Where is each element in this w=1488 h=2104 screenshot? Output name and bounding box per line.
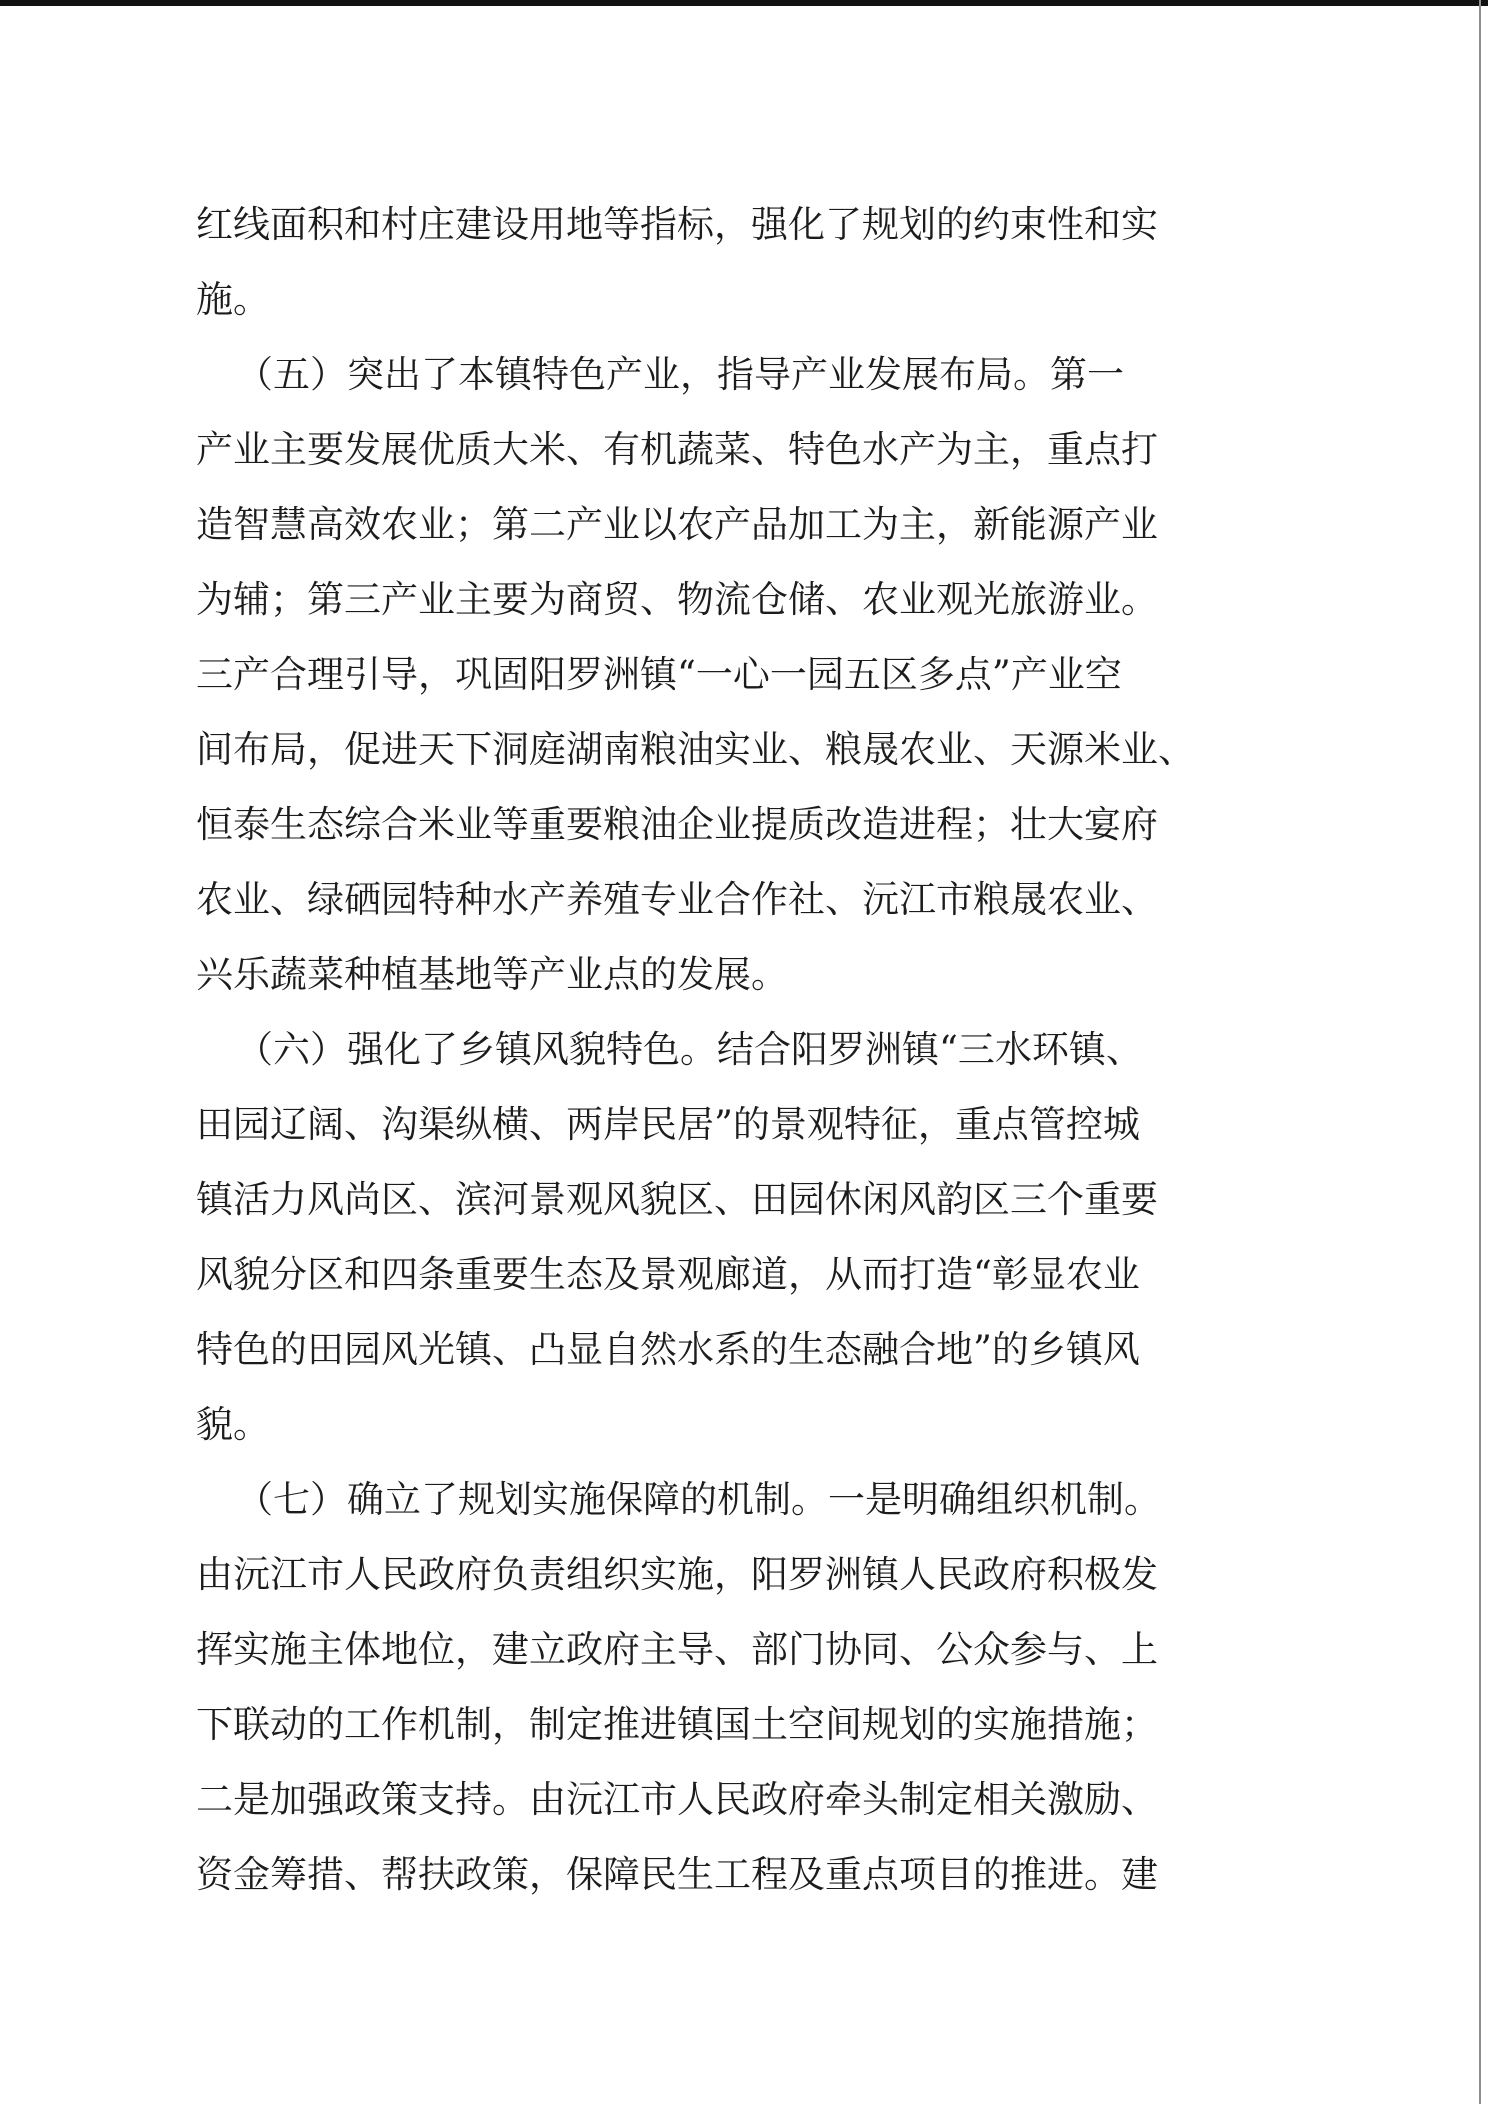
text-line: 风貌分区和四条重要生态及景观廊道，从而打造“彰显农业	[196, 1253, 1140, 1296]
text-line: 特色的田园风光镇、凸显自然水系的生态融合地”的乡镇风	[196, 1328, 1140, 1371]
text-line: 农业、绿硒园特种水产养殖专业合作社、沅江市粮晟农业、	[196, 878, 1158, 921]
page-right-border	[1479, 0, 1481, 2104]
page-top-border	[0, 0, 1488, 6]
text-line: 三产合理引导，巩固阳罗洲镇“一心一园五区多点”产业空	[196, 653, 1122, 696]
text-line: 恒泰生态综合米业等重要粮油企业提质改造进程；壮大宴府	[196, 803, 1158, 846]
paragraph-section-7-implementation	[196, 1462, 1316, 1912]
text-line: 兴乐蔬菜种植基地等产业点的发展。	[196, 953, 788, 996]
paragraph-section-5-industry	[196, 337, 1316, 1012]
text-line: （五）突出了本镇特色产业，指导产业发展布局。第一	[236, 353, 1124, 396]
text-line: 施。	[196, 278, 270, 321]
text-line: 田园辽阔、沟渠纵横、两岸民居”的景观特征，重点管控城	[196, 1103, 1140, 1146]
text-line: 造智慧高效农业；第二产业以农产品加工为主，新能源产业	[196, 503, 1158, 546]
text-line: 二是加强政策支持。由沅江市人民政府牵头制定相关激励、	[196, 1778, 1158, 1821]
document-content	[196, 187, 1316, 1912]
text-line: 为辅；第三产业主要为商贸、物流仓储、农业观光旅游业。	[196, 578, 1158, 621]
paragraph-planning-constraints-continued	[196, 187, 1316, 337]
text-line: 貌。	[196, 1403, 270, 1446]
paragraph-section-6-townscape	[196, 1012, 1316, 1462]
text-line: 下联动的工作机制，制定推进镇国土空间规划的实施措施；	[196, 1703, 1158, 1746]
text-line: （六）强化了乡镇风貌特色。结合阳罗洲镇“三水环镇、	[236, 1028, 1143, 1071]
text-line: （七）确立了规划实施保障的机制。一是明确组织机制。	[236, 1478, 1161, 1521]
text-line: 资金筹措、帮扶政策，保障民生工程及重点项目的推进。建	[196, 1853, 1158, 1896]
text-line: 挥实施主体地位，建立政府主导、部门协同、公众参与、上	[196, 1628, 1158, 1671]
text-line: 由沅江市人民政府负责组织实施，阳罗洲镇人民政府积极发	[196, 1553, 1158, 1596]
text-line: 间布局，促进天下洞庭湖南粮油实业、粮晟农业、天源米业、	[196, 728, 1195, 771]
text-line: 红线面积和村庄建设用地等指标，强化了规划的约束性和实	[196, 203, 1158, 246]
text-line: 镇活力风尚区、滨河景观风貌区、田园休闲风韵区三个重要	[196, 1178, 1158, 1221]
text-line: 产业主要发展优质大米、有机蔬菜、特色水产为主，重点打	[196, 428, 1158, 471]
